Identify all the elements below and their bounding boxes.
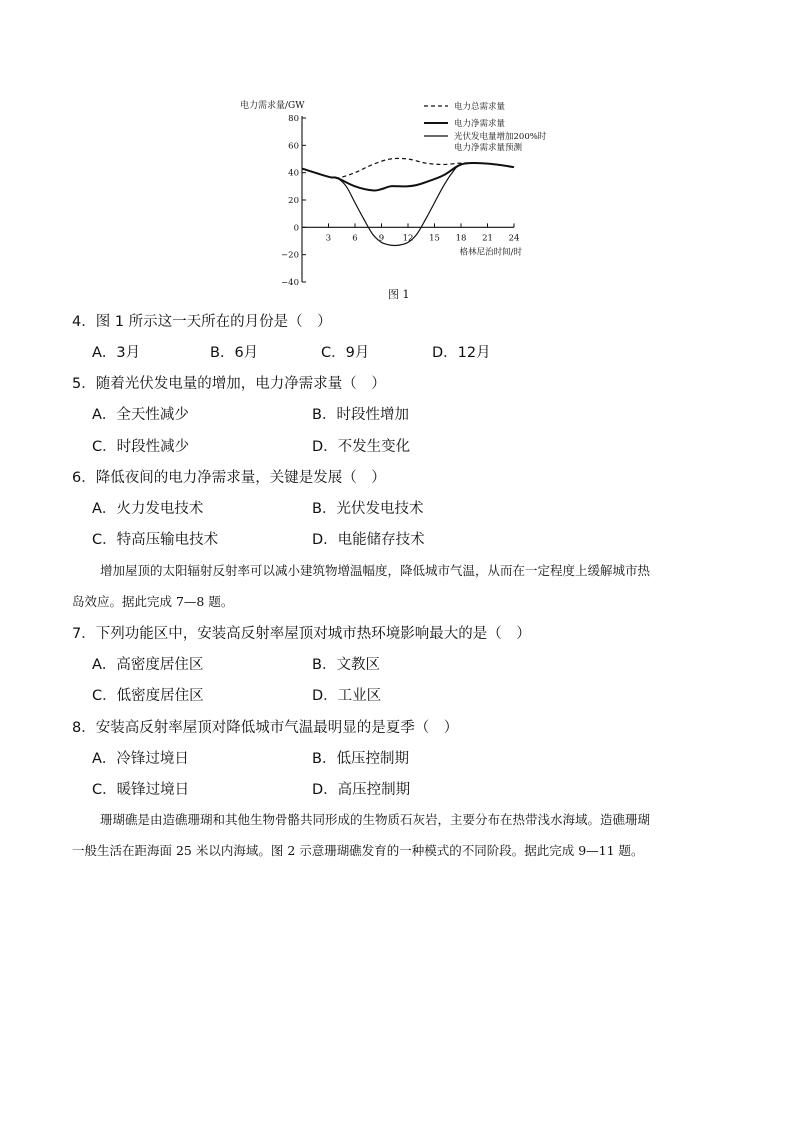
series-total-demand bbox=[302, 158, 514, 178]
q4-option-d[interactable]: D．12月 bbox=[432, 345, 491, 361]
x-axis-label: 格林尼治时间/时 bbox=[459, 247, 522, 258]
passage-line: 一般生活在距海面 25 米以内海域。图 2 示意珊瑚礁发育的一种模式的不同阶段。据此完成 9—11 题。 bbox=[72, 843, 644, 858]
passage-coral-reef bbox=[72, 804, 724, 866]
passage-line: 增加屋顶的太阳辐射反射率可以减小建筑物增温幅度，降低城市气温，从而在一定程度上缓解城市热 bbox=[100, 563, 651, 578]
passage-line: 珊瑚礁是由造礁珊瑚和其他生物骨骼共同形成的生物质石灰岩，主要分布在热带浅水海域。造礁珊瑚 bbox=[100, 812, 651, 827]
y-tick-label: 40 bbox=[288, 168, 299, 179]
question-8-stem: 8．安装高反射率屋顶对降低城市气温最明显的是夏季（ ） bbox=[72, 720, 459, 736]
question-6-stem: 6．降低夜间的电力净需求量，关键是发展（ ） bbox=[72, 470, 386, 486]
q4-option-c[interactable]: C．9月 bbox=[321, 345, 370, 361]
legend-label-forecast-line1: 光伏发电量增加200%时 bbox=[454, 132, 547, 142]
x-tick-label: 24 bbox=[508, 233, 520, 244]
question-4-stem: 4．图 1 所示这一天所在的月份是（ ） bbox=[72, 314, 332, 330]
q8-option-c[interactable]: C．暖锋过境日 bbox=[92, 782, 190, 798]
x-tick-label: 21 bbox=[482, 233, 493, 244]
legend-label-total: 电力总需求量 bbox=[454, 102, 506, 112]
y-axis-label: 电力需求量/GW bbox=[240, 101, 305, 111]
q5-option-d[interactable]: D．不发生变化 bbox=[312, 439, 411, 455]
x-tick-label: 9 bbox=[378, 233, 385, 244]
q8-option-d[interactable]: D．高压控制期 bbox=[312, 782, 411, 798]
y-tick-label: 20 bbox=[288, 196, 299, 206]
q7-option-b[interactable]: B．文教区 bbox=[312, 657, 380, 673]
q8-option-a[interactable]: A．冷锋过境日 bbox=[92, 751, 189, 767]
legend-label-net: 电力净需求量 bbox=[454, 119, 506, 129]
question-5-stem: 5．随着光伏发电量的增加，电力净需求量（ ） bbox=[72, 376, 386, 392]
y-tick-label: −20 bbox=[281, 250, 299, 261]
question-7-stem: 7．下列功能区中，安装高反射率屋顶对城市热环境影响最大的是（ ） bbox=[72, 626, 531, 642]
x-tick-label: 18 bbox=[455, 233, 467, 244]
q7-option-d[interactable]: D．工业区 bbox=[312, 688, 382, 704]
q6-option-c[interactable]: C．特高压输电技术 bbox=[92, 532, 219, 548]
y-tick-label: 60 bbox=[288, 141, 299, 152]
q7-option-a[interactable]: A．高密度居住区 bbox=[92, 657, 204, 673]
series-net-demand bbox=[302, 163, 514, 191]
x-tick-label: 12 bbox=[402, 233, 414, 244]
legend-label-forecast-line2: 电力净需求量预测 bbox=[454, 143, 523, 153]
y-tick-label: −40 bbox=[281, 278, 299, 288]
y-tick-label: 0 bbox=[293, 223, 299, 234]
q6-option-b[interactable]: B．光伏发电技术 bbox=[312, 501, 424, 517]
q4-option-b[interactable]: B．6月 bbox=[210, 345, 259, 361]
passage-heat-island bbox=[72, 555, 724, 617]
figure-1 bbox=[230, 94, 560, 306]
x-tick-label: 6 bbox=[352, 233, 358, 244]
q8-option-b[interactable]: B．低压控制期 bbox=[312, 751, 409, 767]
q4-option-a[interactable]: A．3月 bbox=[92, 345, 141, 361]
q6-option-d[interactable]: D．电能储存技术 bbox=[312, 532, 425, 548]
power-demand-chart bbox=[230, 94, 560, 294]
x-tick-label: 3 bbox=[325, 233, 332, 244]
y-tick-label: 80 bbox=[288, 114, 299, 124]
q5-option-b[interactable]: B．时段性增加 bbox=[312, 407, 409, 423]
q5-option-c[interactable]: C．时段性减少 bbox=[92, 439, 190, 455]
q7-option-c[interactable]: C．低密度居住区 bbox=[92, 688, 204, 704]
passage-line: 岛效应。据此完成 7—8 题。 bbox=[72, 594, 234, 609]
x-tick-label: 15 bbox=[429, 233, 440, 244]
q6-option-a[interactable]: A．火力发电技术 bbox=[92, 501, 204, 517]
q5-option-a[interactable]: A．全天性减少 bbox=[92, 407, 189, 423]
figure-caption: 图 1 bbox=[388, 288, 410, 301]
